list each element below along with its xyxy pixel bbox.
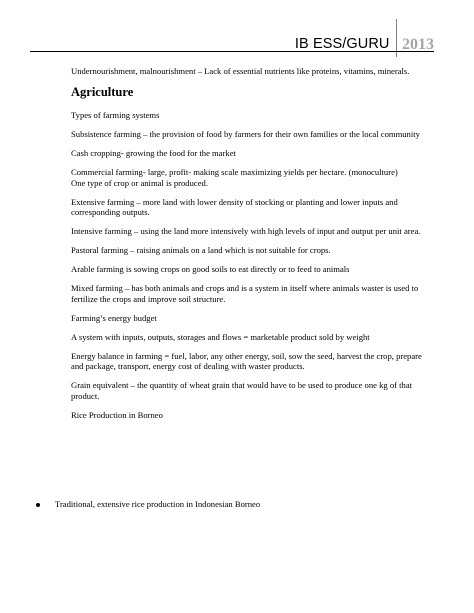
document-body: [71, 66, 431, 429]
paragraph-intensive-farming: Intensive farming – using the land more intensively with high levels of input and output per unit area.: [71, 226, 421, 237]
bullet-icon: [36, 503, 40, 507]
header-rule: [30, 51, 434, 52]
paragraph-subsistence-farming: Subsistence farming – the provision of food by farmers for their own families or the local community: [71, 128, 420, 139]
commercial-farming-note: One type of crop or animal is produced.: [71, 177, 208, 188]
paragraph-cash-cropping: Cash cropping- growing the food for the market: [71, 147, 236, 158]
paragraph-undernourishment: Undernourishment, malnourishment – Lack of essential nutrients like proteins, vitamins, minerals.: [71, 66, 410, 76]
section-heading-agriculture: Agriculture: [71, 84, 134, 99]
paragraph-pastoral-farming: Pastoral farming – raising animals on a land which is not suitable for crops.: [71, 245, 331, 256]
list-item-text: Traditional, extensive rice production in Indonesian Borneo: [55, 499, 261, 509]
paragraph-extensive-farming: Extensive farming – more land with lower density of stocking or planting and lower inputs and corresponding outputs.: [71, 196, 398, 218]
paragraph-commercial-farming: [71, 167, 431, 188]
header-year: 2013: [402, 36, 434, 53]
paragraph-mixed-farming: Mixed farming – has both animals and crops and is a system in itself where animals waster is used to fertilize the crops and improve soil structure.: [71, 283, 419, 304]
header-title: IB ESS/GURU: [294, 36, 390, 52]
paragraph-rice-production: Rice Production in Borneo: [71, 409, 163, 420]
paragraph-energy-balance: Energy balance in farming = fuel, labor, any other energy, soil, sow the seed, harvest the crop, prepare and package, transport, energy cost of dealing with waster products.: [71, 350, 422, 372]
paragraph-energy-budget: Farming’s energy budget: [71, 312, 157, 323]
list-item: [36, 499, 260, 510]
paragraph-arable-farming: Arable farming is sowing crops on good soils to eat directly or to feed to animals: [71, 264, 350, 275]
paragraph-grain-equivalent: Grain equivalent – the quantity of wheat grain that would have to be used to produce one kg of that product.: [71, 380, 413, 401]
paragraph-types-of-farming: Types of farming systems: [71, 109, 160, 120]
commercial-farming-line: Commercial farming- large, profit- making scale maximizing yields per hectare. (monoculture): [71, 166, 398, 177]
paragraph-system-inputs: A system with inputs, outputs, storages and flows = marketable product sold by weight: [71, 331, 370, 342]
